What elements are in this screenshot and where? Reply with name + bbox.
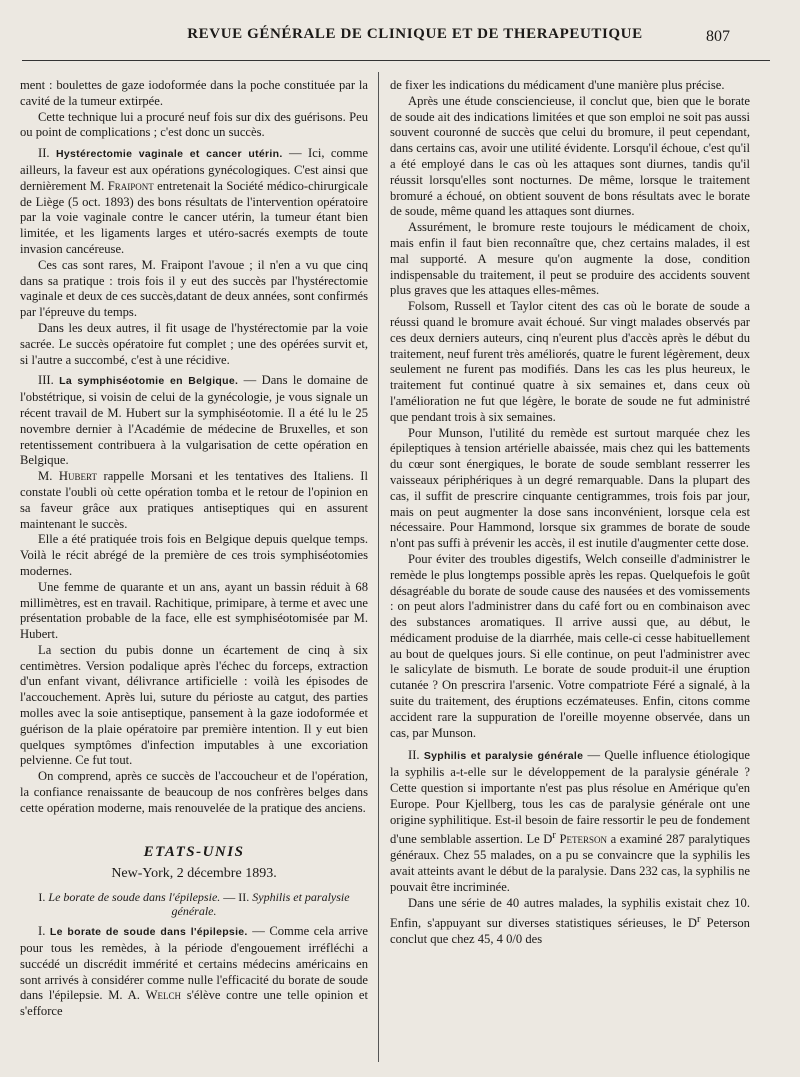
paragraph: Folsom, Russell et Taylor citent des cas où le borate de soude a réussi quand le bromure avait échoué. Sur vingt malades observés par ces deux derniers auteurs, cinq n'eurent plus d'accès après le début du traitement, neuf furent très améliorés, quatre le furent légèrement, deux seulement ne furent pas modifiés. Dans les cas les plus heureux, le traitement fut continué quatre à six semaines et, dans ceux où l'amélioration ne fut que légère, le borate de soude ne fut administré que pendant trois à six semaines. xyxy=(390,299,750,424)
paragraph: Ces cas sont rares, M. Fraipont l'avoue ; il n'en a vu que cinq dans sa pratique : trois fois il y eut des succès par l'hystérectomie vaginale et deux de ces succès,datant de deux années, sont confirmés par l'épreuve du temps. xyxy=(20,257,368,320)
section-paragraph xyxy=(390,748,750,895)
section-paragraph xyxy=(20,373,368,469)
paragraph: ment : boulettes de gaze iodoformée dans la poche constituée par la cavité de la tumeur extirpée. xyxy=(20,78,368,108)
section-number: III. xyxy=(38,373,54,388)
paragraph: Une femme de quarante et un ans, ayant un bassin réduit à 68 millimètres, est en travail. Rachitique, primipare, à terme et avec une présentation probable de la face, elle est symphiséotomisée par M. Hubert. xyxy=(20,579,368,642)
running-title: REVUE GÉNÉRALE DE CLINIQUE ET DE THERAPEUTIQUE xyxy=(187,26,643,42)
paragraph: de fixer les indications du médicament d'une manière plus précise. xyxy=(390,78,725,92)
section-title: Hystérectomie vaginale et cancer utérin. xyxy=(56,148,283,161)
text-run: M. xyxy=(38,469,59,484)
superscript: r xyxy=(696,913,701,925)
section-number: II. xyxy=(38,146,50,161)
text-run: Peterson conclut que chez 45, 4 0/0 des xyxy=(390,915,750,946)
left-column xyxy=(20,78,368,1020)
header-rule xyxy=(22,60,770,61)
section-title: Syphilis et paralysie générale xyxy=(423,750,584,763)
section-number: II. xyxy=(408,748,420,763)
section-title: Le borate de soude dans l'épilepsie. xyxy=(49,926,248,939)
paragraph: Cette technique lui a procuré neuf fois sur dix des guérisons. Peu ou point de complications ; c'est donc un succès. xyxy=(20,109,368,140)
section-title: La symphiséotomie en Belgique. xyxy=(59,375,239,388)
paragraph: La section du pubis donne un écartement de cinq à six centimètres. Version podalique après l'échec du forceps, extraction d'un enfant vivant, délivrance artificielle : voilà les épisodes de l'accouchement. Après lui, suture du périoste au catgut, des parties molles avec la soie antiseptique, pansement à la gaze iodoformée et guérison de la plaie opératoire par première intention. Il y eut bien quelques symptômes d'infection imputables à une excoriation pelvienne. Ce fut tout. xyxy=(20,642,368,768)
country-heading: ETATS-UNIS xyxy=(143,843,245,860)
paragraph xyxy=(390,896,750,948)
paragraph: Assurément, le bromure reste toujours le médicament de choix, mais enfin il faut bien reconnaître que, chez certains malades, il est mal supporté. A mesure qu'on augmente la dose, condition indispensable du traitement, il peut se produire des accidents souvent plus graves que les attaques elles-mêmes. xyxy=(390,220,750,298)
dateline: New-York, 2 décembre 1893. xyxy=(111,866,277,882)
text-run: — Comme cela arrive pour tous les remèdes, à la période d'engouement irréfléchi a succédé un discrédit immérité et certains médecins américains en sont arrivés à considérer comme nulle l'efficacité du borate de soude dans l'épilepsie. M. A. xyxy=(20,924,368,1003)
author-name: Fraipont xyxy=(107,178,154,193)
paragraph xyxy=(20,469,368,532)
text-run: — Dans le domaine de l'obstétrique, si voisin de celui de la gynécologie, je vous signale un récent travail de M. Hubert sur la symphiséotomie. Il a été lu le 25 novembre dernier à l'Académie de médecine de Bruxelles, et son retentissement contribuera à la vulgarisation de cette opération en Belgique. xyxy=(20,373,368,468)
paragraph: Dans les deux autres, il fit usage de l'hystérectomie par la voie sacrée. Le succès opératoire fut complet ; une des opérées survit et, si l'autre a succombé, c'est à une récidive. xyxy=(20,320,368,367)
paragraph: Pour éviter des troubles digestifs, Welch conseille d'administrer le remède le plus longtemps possible après les repas. Quelquefois le goût désagréable du borate de soude cause des nausées et des vomissements : on peut alors l'administrer dans du café fort ou en combinaison avec des substances aromatiques. Il arrive aussi que, au début, le médicament produise de la diarrhée, mais celle-ci cesse habituellement au bout de quelques jours. Si elle continue, on peut l'administrer avec le salicylate de bismuth. Le borate de soude produit-il une éruption cutanée ? On prescrira l'arsenic. Votre compatriote Féré a signalé, à la suite du traitement, des éruptions eczémateuses. Enfin, citons comme accident rare la suppuration de l'oreille moyenne observée, dans un cas, par Munson. xyxy=(390,551,750,740)
text-run: s'élève contre une telle opinion et s'efforce xyxy=(20,988,369,1019)
text-run: a examiné 287 paralytiques généraux. Chez 55 malades, on a pu se convaincre que la syphilis les avait atteints avant le début de la paralysie. Dans 232 cas, la syphilis ne pouvait être incriminée. xyxy=(390,832,750,895)
author-name: Peterson xyxy=(559,832,607,847)
author-name: Welch xyxy=(145,988,181,1003)
subject-number: I. xyxy=(38,890,46,905)
column-divider xyxy=(378,72,379,1062)
text-run: — Ici, comme ailleurs, la faveur est aux opérations gynécologiques. C'est ainsi que dernièrement M. xyxy=(20,146,368,193)
author-name: Hubert xyxy=(58,469,97,484)
paragraph: Pour Munson, l'utilité du remède est surtout marquée chez les épileptiques à tension artérielle abaissée, mais chez qui les battements du cœur sont énergiques, le borate de soude semblant resserrer les vaisseaux périphériques à un degré remarquable. Dans la plupart des cas, il suffit de prescrire cinquante centigrammes, trois fois par jour, mais on peut augmenter la dose sans inconvénient, lorsque cela est nécessaire. Pour Hammond, lorsque six grammes de borate de soude n'ont pas suffi à prévenir les accès, il est inutile d'augmenter cette dose. xyxy=(390,425,750,551)
subject-separator: — II. xyxy=(223,890,250,905)
paragraph: Elle a été pratiquée trois fois en Belgique depuis quelque temps. Voilà le récit abrégé de la première de ces trois symphiséotomies modernes. xyxy=(20,532,368,578)
superscript: r xyxy=(552,830,556,842)
paragraph: Après une étude consciencieuse, il conclut que, bien que le borate de soude ait des indications limitées et que son emploi ne soit pas aussi souvent couronné de succès que celui du bromure, il peut cependant, dans certains cas, avoir une utilité évidente. Lorsqu'il échoue, c'est qu'il a été employé dans le cas où les attaques sont diurnes, tandis qu'il réussit lorsqu'elles sont nocturnes. De même, lorsque le traitement bromuré a échoué, on obtient souvent de bons résultats avec le borate de soude, même quand les attaques sont diurnes. xyxy=(390,93,750,219)
section-paragraph xyxy=(20,924,368,1020)
text-run: entretenait la Société médico-chirurgicale de Liège (5 oct. 1893) des bons résultats de l'intervention opératoire par la voie vaginale contre le cancer utérin, la tumeur étant bien limitée, et les ligaments larges et utéro-sacrés exempts de toute invasion cancéreuse. xyxy=(20,178,369,256)
subject-list xyxy=(20,890,368,918)
subject-title: Syphilis et paralysie générale. xyxy=(171,890,350,919)
paragraph: On comprend, après ce succès de l'accoucheur et de l'opération, la confiance renaissante de beaucoup de nos confrères belges dans cette opération moderne, mais renouvelée de la pratique des anciens. xyxy=(20,769,368,815)
section-paragraph xyxy=(20,146,368,258)
text-run: rappelle Morsani et les tentatives des Italiens. Il constate l'oubli où cette opération tomba et le retour de l'opinion en sa faveur grâce aux pratiques antiseptiques qui en assurent maintenant le succès. xyxy=(20,469,368,531)
running-head xyxy=(60,26,770,52)
right-column xyxy=(390,78,750,947)
page-number: 807 xyxy=(706,28,730,45)
text-run: Dans une série de 40 autres malades, la syphilis existait chez 10. Enfin, s'appuyant sur diverses statistiques sérieuses, le D xyxy=(390,895,750,930)
section-number: I. xyxy=(38,924,46,939)
text-run: — Quelle influence étiologique la syphilis a-t-elle sur le développement de la paralysie générale ? Cette question si importante n'est pas plus résolue en Amérique qu'en Europe. Pour Kjellberg, tous les cas de paralysie générale ont une origine syphilitique. Est-il besoin de faire ressortir le peu de fondement d'une semblable assertion. Le D xyxy=(390,748,750,847)
subject-title: Le borate de soude dans l'épilepsie. xyxy=(45,890,224,905)
